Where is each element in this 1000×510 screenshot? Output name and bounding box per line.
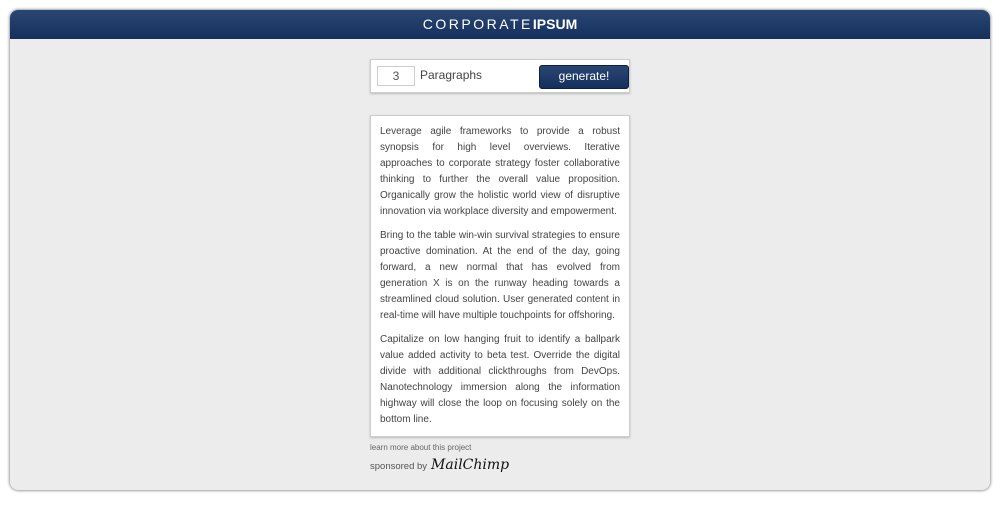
paragraphs-label: Paragraphs — [420, 68, 483, 82]
mailchimp-logo[interactable]: MailChimp — [431, 457, 510, 473]
header — [10, 10, 990, 39]
sponsored-label: sponsored by — [370, 461, 428, 472]
controls-panel — [370, 59, 630, 93]
learn-more-link[interactable]: learn more about this project — [370, 443, 472, 452]
paragraph: Capitalize on low hanging fruit to identify a ballpark value added activity to beta test. Override the digital divide with additional clickthroughs from DevOps. Nanotechnology immersion along the information highway will close the loop on focusing solely on the bottom line. — [380, 334, 620, 425]
output-text — [370, 115, 630, 437]
generate-button[interactable]: generate! — [539, 65, 629, 89]
title-light: CORPORATE — [422, 16, 533, 32]
paragraph-count-input[interactable]: 3 — [377, 66, 415, 86]
title-bold: IPSUM — [532, 16, 578, 32]
sponsor-line — [370, 456, 630, 476]
paragraph: Leverage agile frameworks to provide a robust synopsis for high level overviews. Iterative approaches to corporate strategy foster collaborative thinking to further the overall value proposition. Organically grow the holistic world view of disruptive innovation via workplace diversity and empowerment. — [380, 126, 620, 217]
paragraph: Bring to the table win-win survival strategies to ensure proactive domination. At the end of the day, going forward, a new normal that has evolved from generation X is on the runway heading towards a streamlined cloud solution. User generated content in real-time will have multiple touchpoints for offshoring. — [380, 230, 620, 321]
content-column — [370, 115, 630, 484]
app-window — [10, 10, 990, 490]
